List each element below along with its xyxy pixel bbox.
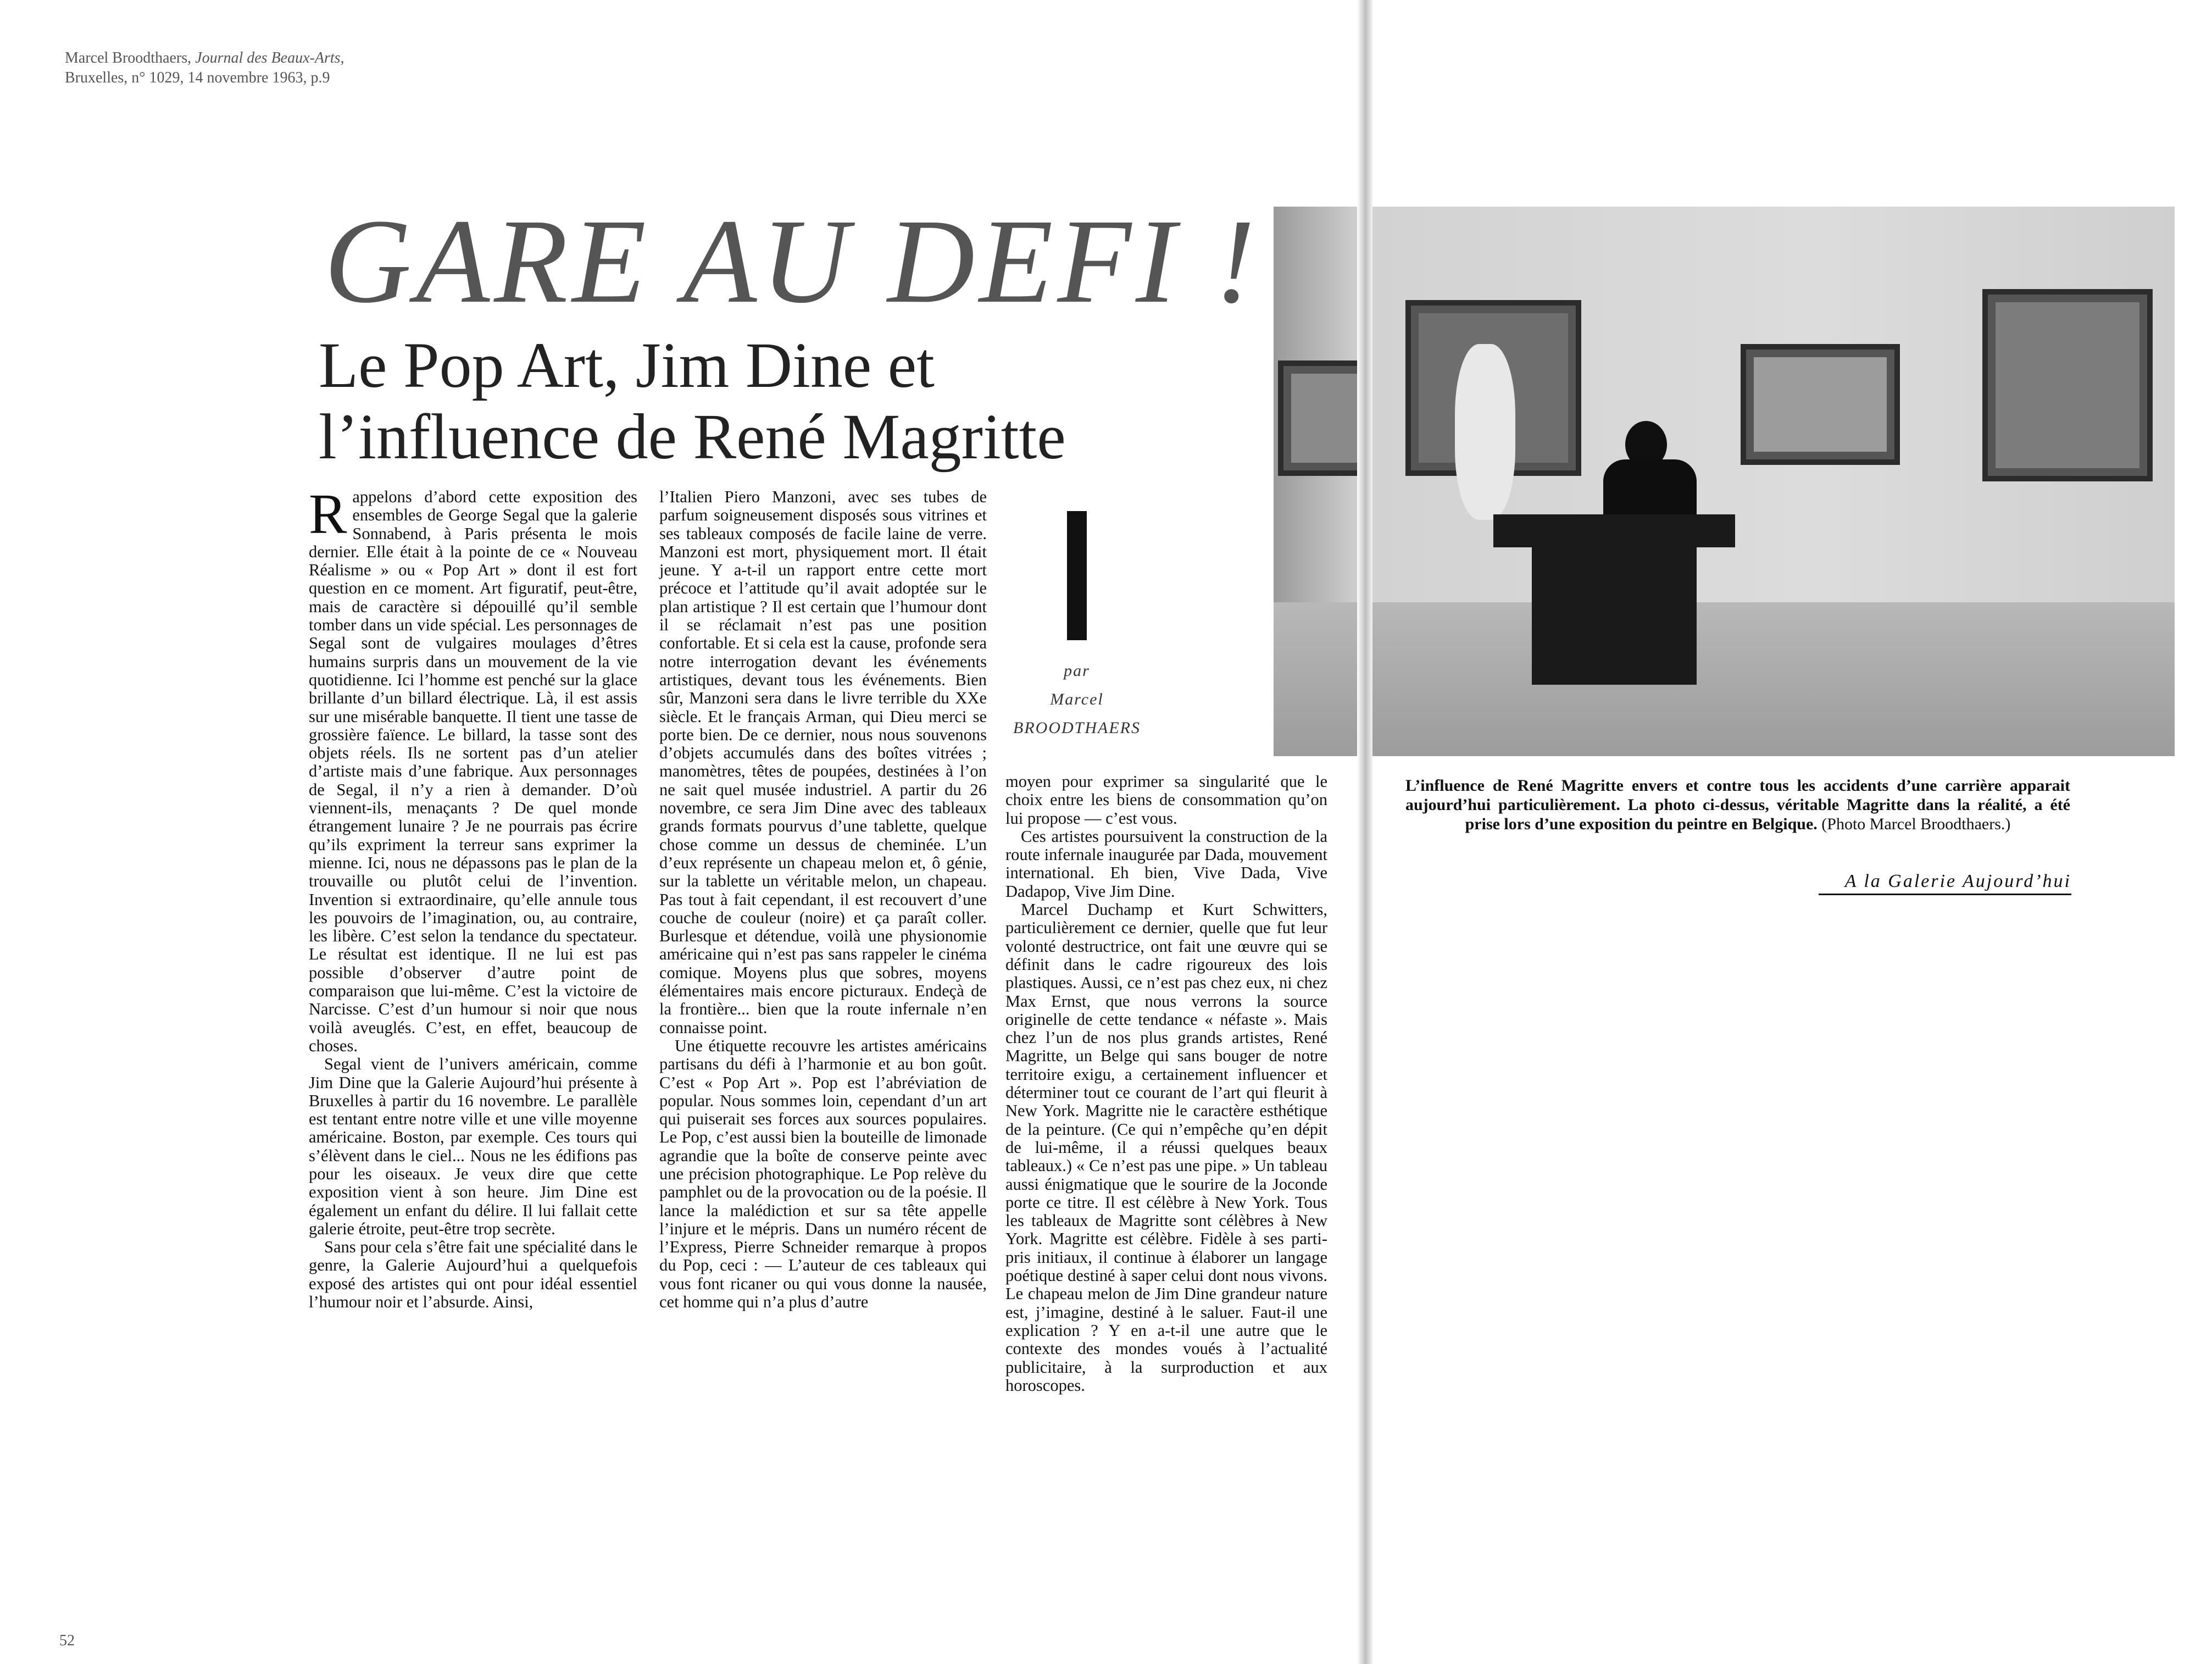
sculpture: [1455, 344, 1515, 520]
paragraph: l’Italien Piero Manzoni, avec ses tubes de parfum soigneusement disposés sous vitrines et ses tableaux composés de facile laine de verre. Manzoni est mort, physiquement mort. Il était jeune. Y a-t-il un rapport entre cette mort précoce et l’attitude qu’il avait adoptée sur le plan artistique ? Il est certain que l’humour dont il se réclamait n’est pas une position confortable. Et si cela est la cause, profonde sera notre interrogation devant les événements artistiques, devant tous les événements. Bien sûr, Manzoni sera dans le livre terrible du XXe siècle. Et le français Arman, qui Dieu merci se porte bien. De ce dernier, nous nous souvenons d’objets accumulés dans des boîtes vitrées ; manomètres, têtes de poupées, destinées à l’on ne sait quel musée industriel. A partir du 26 novembre, ce sera Jim Dine avec des tableaux grands formats pourvus d’une tablette, quelque chose comme un dessus de cheminée. L’un d’eux représente un chapeau melon et, ô génie, sur la tablette un véritable melon, un chapeau. Pas tout à fait cependant, il est recouvert d’une couche de couleur (noire) et ça paraît coller. Burlesque et détendue, voilà une physionomie américaine qui n’est pas sans rappeler le cinéma comique. Moyens plus que sobres, moyens élémentaires mais encore picturaux. Endeçà de la frontière... bien que la route infernale n’en connaisse point.: [659, 487, 987, 1037]
citation-details: Bruxelles, n° 1029, 14 novembre 1963, p.9: [65, 69, 330, 86]
subheadline: [319, 330, 1176, 473]
exhibition-photo: [1274, 207, 2175, 756]
citation-author: Marcel Broodthaers,: [65, 49, 192, 66]
painting-frame: [1982, 289, 2153, 481]
paragraph: moyen pour exprimer sa singularité que le choix entre les biens de consommation qu’on lui propose — c’est vous.: [1005, 772, 1327, 828]
paragraph: Ces artistes poursuivent la construction de la route infernale inaugurée par Dada, mouvement international. Eh bien, Vive Dada, Vive Dadapop, Vive Jim Dine.: [1005, 827, 1327, 901]
gallery-label: A la Galerie Aujourd’hui: [1819, 870, 2071, 895]
drop-cap: R: [309, 482, 347, 546]
citation-journal: Journal des Beaux-Arts,: [195, 49, 344, 66]
citation: [65, 48, 373, 88]
page-gutter: [1357, 0, 1372, 1664]
desk-body: [1532, 542, 1697, 685]
subheadline-line-1: Le Pop Art, Jim Dine et: [319, 329, 935, 401]
subheadline-line-2: l’influence de René Magritte: [319, 401, 1066, 473]
article-column-1: [309, 482, 637, 1312]
caption-text: L’influence de René Magritte envers et contre tous les accidents d’une carrière apparait aujourd’hui particulièrement. La photo ci-dessus, véritable Magritte dans la réalité, a été prise lors d’une exposition du peintre en Belgique.: [1405, 776, 2070, 833]
paragraph-text: appelons d’abord cette exposition des ensembles de George Segal que la galerie Sonnabend, à Paris présenta le mois dernier. Elle était à la pointe de ce « Nouveau Réalisme » ou « Pop Art » dont il est fort question en ce moment. Art figuratif, peut-être, mais de caractère si dépouillé qu’il semble tomber dans un vide spécial. Les personnages de Segal sont de vulgaires moulages d’êtres humains surpris dans un mouvement de la vie quotidienne. Ici l’homme est penché sur la glace brillante d’un billard électrique. Là, il est assis sur une misérable banquette. Il tient une tasse de grossière faïence. Le billard, la tasse sont des objets réels. Ils ne sortent pas d’un atelier d’artiste mais d’une fabrique. Aux personnages de Segal, il n’y a rien à demander. D’où viennent-ils, menaçants ? De quel monde étrangement lunaire ? Je ne pourrais pas écrire qu’ils expriment la terreur sans exprimer la mienne. Ici, nous ne dépassons pas le plan de la trouvaille ou plutôt celui de l’invention. Invention si extraordinaire, qu’elle annule tous les pouvoirs de l’imagination, ou, au contraire, les libère. C’est selon la tendance du spectateur. Le résultat est identique. Il ne lui est pas possible d’observer d’autre point de comparaison que lui-même. C’est la victoire de Narcisse. C’est d’un humour si noir que nous voilà aveuglés. C’est, en effet, beaucoup de choses.: [309, 487, 637, 1055]
byline-last-name: BROODTHAERS: [1013, 719, 1141, 737]
photo-caption: [1405, 776, 2070, 834]
byline-par: par: [1064, 662, 1090, 680]
caption-credit: (Photo Marcel Broodthaers.): [1821, 815, 2011, 833]
paragraph: Une étiquette recouvre les artistes américains partisans du défi à l’harmonie et au bon goût. C’est « Pop Art ». Pop est l’abréviation de popular. Nous sommes loin, cependant d’un art qui puiserait ses forces aux sources populaires. Le Pop, c’est aussi bien la bouteille de limonade agrandie que la boîte de conserve peinte avec une précision photographique. Le Pop relève du pamphlet ou de la provocation ou de la poésie. Il lance la malédiction et sur sa tête appelle l’injure et le mépris. Dans un numéro récent de l’Express, Pierre Schneider remarque à propos du Pop, ceci : — L’auteur de ces tableaux qui vous font ricaner ou qui vous donne la nausée, cet homme qui n’a plus d’autre: [659, 1036, 987, 1312]
headline: GARE AU DEFI !: [324, 194, 1260, 328]
article-column-3: [1005, 773, 1327, 1395]
decorative-bar: [1067, 511, 1087, 640]
byline-first-name: Marcel: [1050, 690, 1104, 708]
paragraph: Segal vient de l’univers américain, comme Jim Dine que la Galerie Aujourd’hui présente à Bruxelles à partir du 16 novembre. Le parallèle est tentant entre notre ville et une ville moyenne américaine. Boston, par exemple. Ces tours qui s’élèvent dans le ciel... Nous ne les édifions pas pour les oiseaux. Je veux dire que cette exposition vient à son heure. Jim Dine est également un enfant du délire. Il lui fallait cette galerie étroite, peut-être trop secrète.: [309, 1055, 637, 1238]
paragraph: Sans pour cela s’être fait une spécialité dans le genre, la Galerie Aujourd’hui a quelquefois exposé des artistes qui ont pour idéal essentiel l’humour noir et l’absurde. Ainsi,: [309, 1238, 637, 1312]
painting-frame: [1741, 344, 1900, 465]
seated-person: [1603, 459, 1697, 520]
photo-floor: [1274, 602, 2175, 756]
paragraph: [309, 482, 637, 1055]
byline: [994, 511, 1159, 742]
paragraph: Marcel Duchamp et Kurt Schwitters, particulièrement ce dernier, quelle que fut leur volonté destructrice, ont fait une œuvre qui se définit dans le cadre rigoureux des lois plastiques. Aussi, ce n’est pas chez eux, ni chez Max Ernst, que nous verrons la source originelle de cette tendance « néfaste ». Mais chez l’un de nos plus grands artistes, René Magritte, un Belge qui sans bouger de notre territoire exigu, a certainement influencer et déterminer tout ce courant de l’art qui fleurit à New York. Magritte nie le caractère esthétique de la peinture. (Ce qui n’empêche qu’en dépit de lui-même, il a réussi quelques beaux tableaux.) « Ce n’est pas une pipe. » Un tableau aussi énigmatique que le sourire de la Joconde porte ce titre. Il est célèbre à New York. Tous les tableaux de Magritte sont célèbres à New York. Magritte est célèbre. Fidèle à ses parti-pris initiaux, il continue à élaborer un langage poétique destiné à saper celui dont nous vivons. Le chapeau melon de Jim Dine grandeur nature est, j’imagine, destiné à le saluer. Faut-il une explication ? Y en a-t-il une autre que le contexte des mondes voués à l’actualité publicitaire, à la surproduction et aux horoscopes.: [1005, 900, 1327, 1395]
article-column-2: [659, 488, 987, 1311]
page-number: 52: [59, 1632, 75, 1649]
